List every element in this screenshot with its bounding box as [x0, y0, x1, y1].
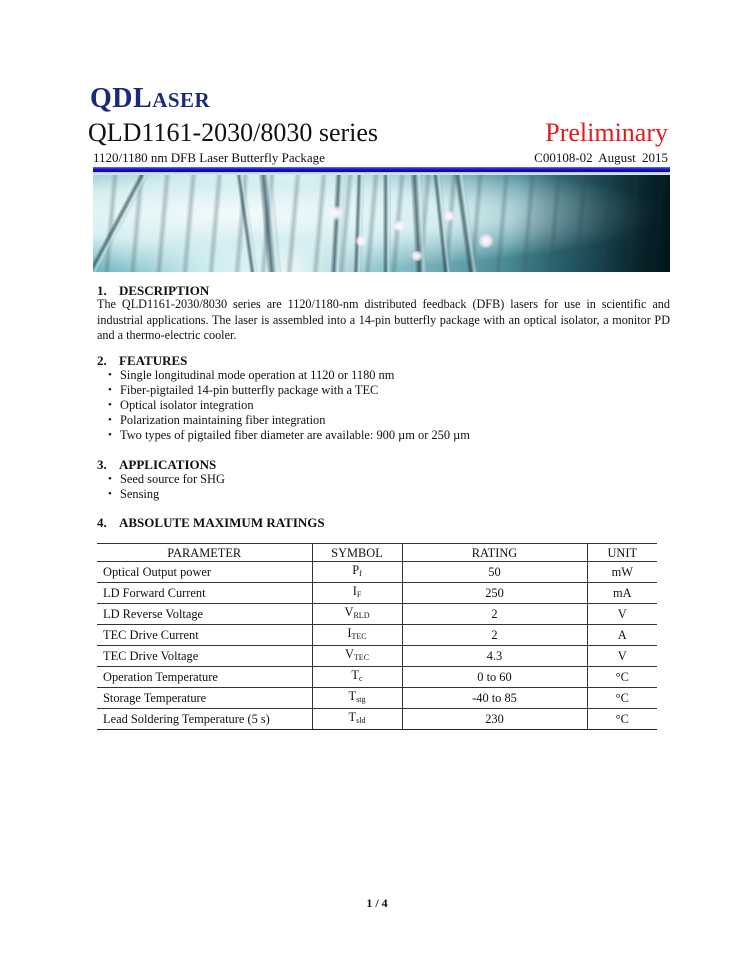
unit-cell: mW: [587, 562, 657, 583]
fiber-strand: [433, 175, 451, 272]
fiber-glow: [393, 220, 405, 232]
symbol-cell: $T_c$: [312, 667, 402, 688]
rating-cell: -40 to 85: [402, 688, 587, 709]
table-row: [97, 604, 657, 625]
page-number: 1 / 4: [366, 896, 388, 910]
table-header-row: [97, 544, 657, 562]
parameter-cell: TEC Drive Current: [97, 625, 312, 646]
list-item: • Sensing: [108, 487, 225, 502]
logo-main: QDL: [90, 83, 153, 114]
fiber-strand: [383, 175, 391, 272]
section-heading-description: 1. DESCRIPTION: [97, 283, 210, 298]
symbol-cell: $I_{TEC}$: [312, 625, 402, 646]
product-subtitle: 1120/1180 nm DFB Laser Butterfly Package: [93, 150, 325, 165]
symbol-cell: $V_{TEC}$: [312, 646, 402, 667]
rating-cell: 2: [402, 625, 587, 646]
header-banner-image: [93, 167, 670, 272]
rating-cell: 50: [402, 562, 587, 583]
section-heading-ratings: 4. ABSOLUTE MAXIMUM RATINGS: [97, 515, 325, 530]
unit-cell: V: [587, 646, 657, 667]
logo-small: ASER: [152, 88, 211, 112]
parameter-cell: TEC Drive Voltage: [97, 646, 312, 667]
fiber-strand: [259, 175, 281, 272]
fiber-glow: [443, 210, 455, 222]
list-item: • Single longitudinal mode operation at 1120 or 1180 nm: [108, 368, 470, 383]
fiber-glow: [355, 235, 367, 247]
status-label: Preliminary: [545, 118, 668, 147]
parameter-cell: LD Forward Current: [97, 583, 312, 604]
fiber-glow: [478, 233, 494, 249]
list-item: • Fiber-pigtailed 14-pin butterfly package with a TEC: [108, 383, 470, 398]
table-row: [97, 562, 657, 583]
table-row: [97, 709, 657, 730]
fiber-strand: [454, 175, 478, 272]
rating-cell: 230: [402, 709, 587, 730]
fiber-strand: [93, 175, 149, 272]
section-heading-features: 2. FEATURES: [97, 353, 188, 368]
applications-list: [108, 472, 225, 502]
fiber-glow: [411, 250, 423, 262]
fiber-strand: [353, 175, 364, 272]
company-logo: [90, 84, 210, 115]
unit-cell: °C: [587, 688, 657, 709]
unit-cell: V: [587, 604, 657, 625]
fiber-glow: [328, 205, 344, 221]
symbol-cell: $P_f$: [312, 562, 402, 583]
table-row: [97, 667, 657, 688]
table-row: [97, 646, 657, 667]
product-title: QLD1161-2030/8030 series: [88, 118, 379, 147]
table-row: [97, 583, 657, 604]
parameter-cell: LD Reverse Voltage: [97, 604, 312, 625]
unit-cell: A: [587, 625, 657, 646]
ratings-table: [97, 543, 657, 730]
fiber-strand: [236, 175, 258, 272]
parameter-cell: Storage Temperature: [97, 688, 312, 709]
unit-cell: mA: [587, 583, 657, 604]
column-header-unit: UNIT: [587, 544, 657, 562]
table-row: [97, 688, 657, 709]
symbol-cell: $T_{stg}$: [312, 688, 402, 709]
column-header-rating: RATING: [402, 544, 587, 562]
unit-cell: °C: [587, 709, 657, 730]
unit-cell: °C: [587, 667, 657, 688]
rating-cell: 0 to 60: [402, 667, 587, 688]
table-row: [97, 625, 657, 646]
symbol-cell: $V_{RLD}$: [312, 604, 402, 625]
parameter-cell: Operation Temperature: [97, 667, 312, 688]
section-heading-applications: 3. APPLICATIONS: [97, 457, 217, 472]
column-header-symbol: SYMBOL: [312, 544, 402, 562]
list-item: • Seed source for SHG: [108, 472, 225, 487]
parameter-cell: Lead Soldering Temperature (5 s): [97, 709, 312, 730]
list-item: • Two types of pigtailed fiber diameter are available: 900 µm or 250 µm: [108, 428, 470, 443]
document-id: C00108-02 August 2015: [534, 150, 668, 165]
parameter-cell: Optical Output power: [97, 562, 312, 583]
description-text: The QLD1161-2030/8030 series are 1120/1180-nm distributed feedback (DFB) lasers for use in scientific and industrial applications. The laser is assembled into a 14-pin butterfly package with an optical isolator, a monitor PD and a thermo-electric cooler.: [97, 297, 670, 342]
symbol-cell: $T_{sld}$: [312, 709, 402, 730]
rating-cell: 4.3: [402, 646, 587, 667]
list-item: • Polarization maintaining fiber integration: [108, 413, 470, 428]
features-list: [108, 368, 470, 443]
optical-fiber-photo: [93, 175, 670, 272]
fiber-strand: [330, 175, 345, 272]
rating-cell: 2: [402, 604, 587, 625]
list-item: • Optical isolator integration: [108, 398, 470, 413]
symbol-cell: $I_F$: [312, 583, 402, 604]
rating-cell: 250: [402, 583, 587, 604]
column-header-parameter: PARAMETER: [97, 544, 312, 562]
